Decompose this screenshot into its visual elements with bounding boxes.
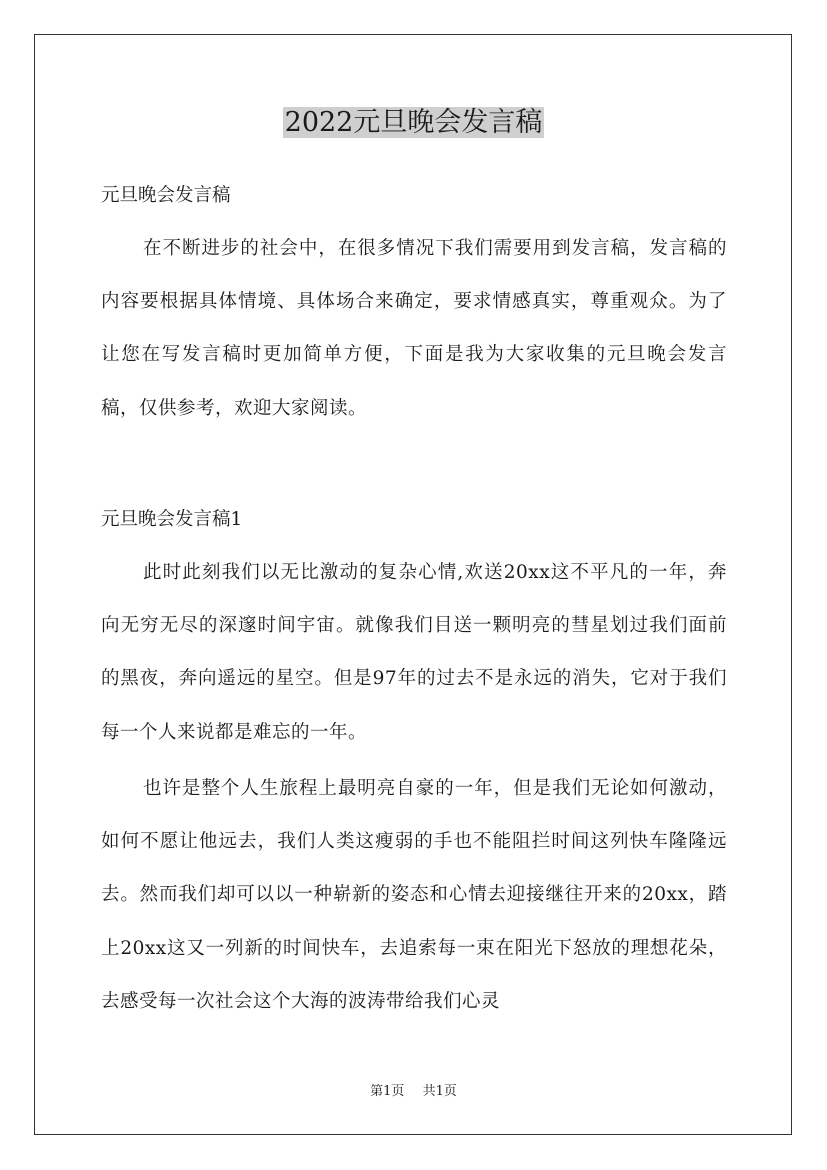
subheading: 元旦晚会发言稿	[101, 185, 231, 206]
page-footer	[0, 1083, 827, 1101]
body-paragraph-2: 也许是整个人生旅程上最明亮自豪的一年，但是我们无论如何激动，如何不愿让他远去，我们人类这瘦弱的手也不能阻拦时间这列快车隆隆远去。然而我们却可以以一种崭新的姿态和心情去迎接继往开来的20xx，踏上20xx这又一列新的时间快车，去追索每一束在阳光下怒放的理想花朵，去感受每一次社会这个大海的波涛带给我们心灵	[101, 778, 727, 1012]
section-heading: 元旦晚会发言稿1	[101, 509, 243, 530]
document-title-text: 2022元旦晚会发言稿	[284, 107, 543, 138]
intro-paragraph: 在不断进步的社会中，在很多情况下我们需要用到发言稿，发言稿的内容要根据具体情境、具体场合来确定，要求情感真实，尊重观众。为了让您在写发言稿时更加简单方便，下面是我为大家收集的元旦晚会发言稿，仅供参考，欢迎大家阅读。	[101, 238, 727, 419]
page-total: 共1页	[422, 1084, 457, 1099]
page-number: 第1页	[370, 1084, 405, 1099]
document-title	[0, 104, 827, 142]
body-paragraph-1: 此时此刻我们以无比激动的复杂心情,欢送20xx这不平凡的一年，奔向无穷无尽的深邃时间宇宙。就像我们目送一颗明亮的彗星划过我们面前的黑夜，奔向遥远的星空。但是97年的过去不是永远的消失，它对于我们每一个人来说都是难忘的一年。	[101, 562, 727, 743]
